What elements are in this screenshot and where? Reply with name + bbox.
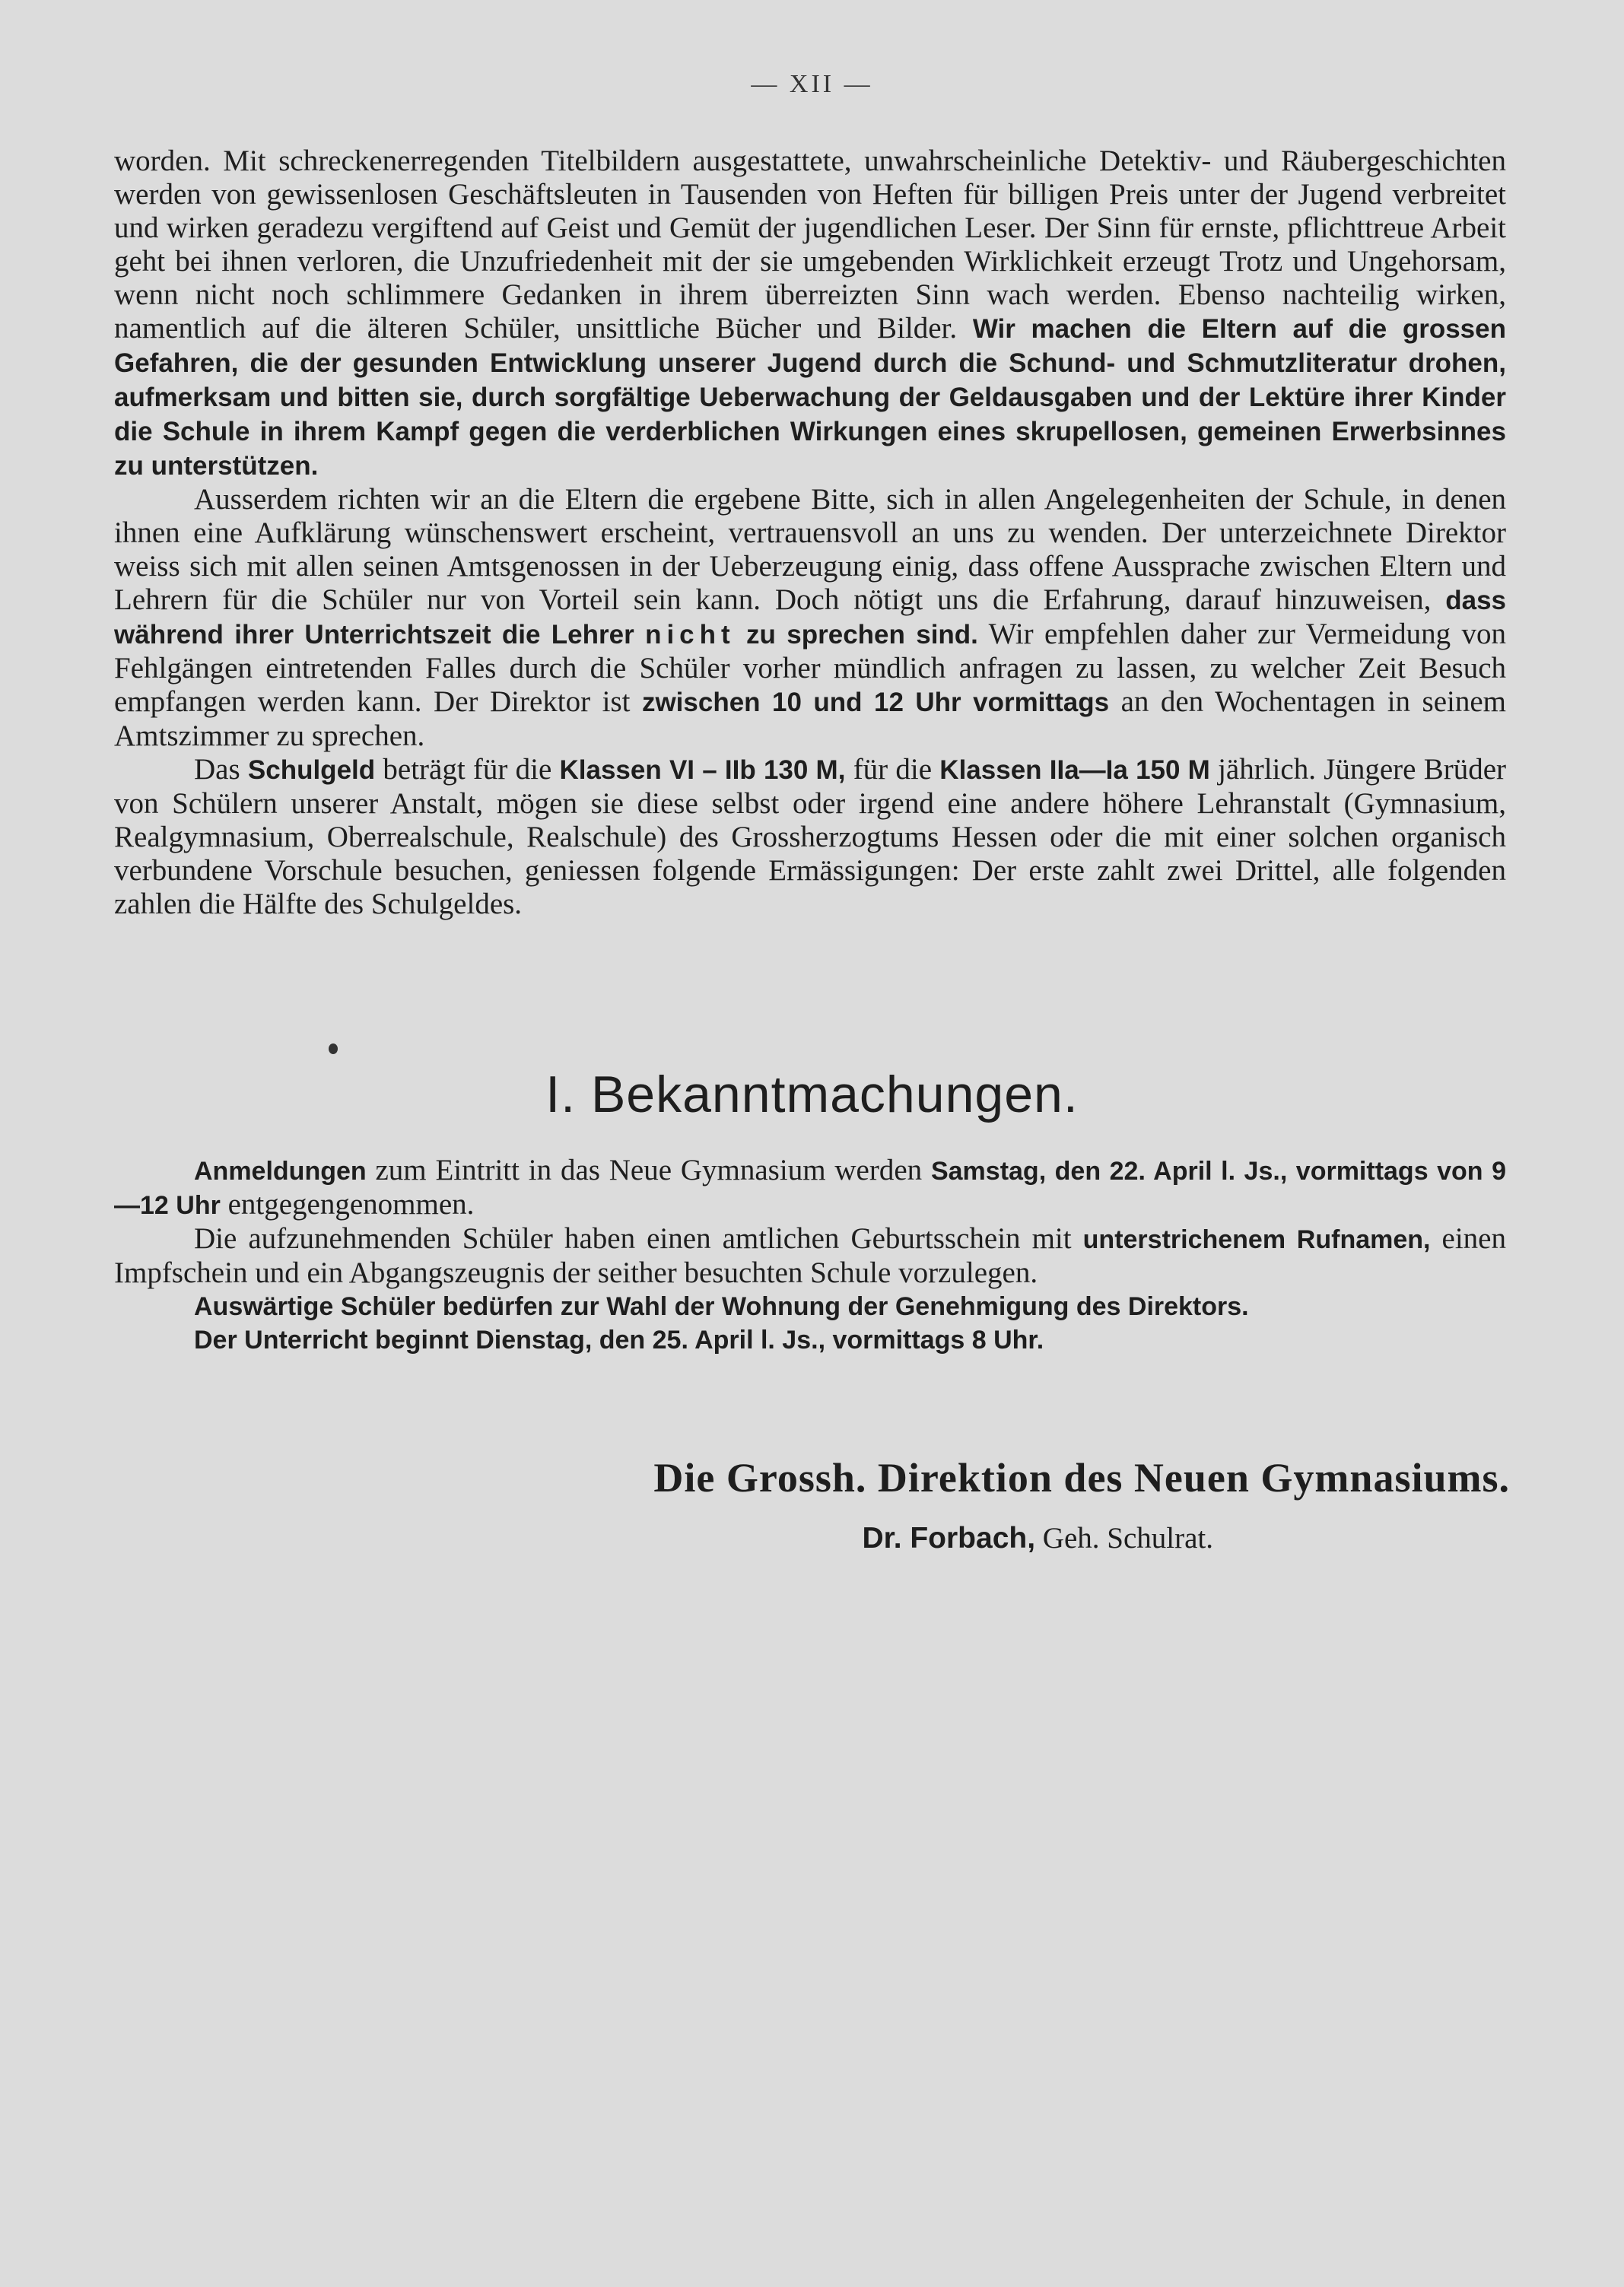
announcement-registration (114, 1154, 1506, 1222)
paragraph-text: Wir empfehlen daher zur Vermeidung von Fehlgängen eintretenden Falles durch die Schüler vorher mündlich anfragen zu lassen, zu welcher Zeit Besuch empfangen werden kann. Der Direktor ist (114, 618, 1506, 718)
paragraph-text: an den Wochentagen in seinem Amtszimmer zu sprechen. (114, 685, 1507, 752)
paragraph-literature-warning (114, 145, 1506, 483)
page-number: — XII — (751, 70, 873, 98)
registration-date: Samstag, den 22. April l. Js., vormittags von 9—12 Uhr (114, 1157, 1507, 1220)
announcement-start-date: Der Unterricht beginnt Dienstag, den 25. April l. Js., vormittags 8 Uhr. (194, 1326, 1044, 1355)
bold-text: unterstrichenem Rufnamen, (1082, 1225, 1431, 1254)
paragraph-text: Die aufzunehmenden Schüler haben einen amtlichen Geburtsschein mit (194, 1222, 1083, 1255)
paragraph-parents-request (114, 483, 1506, 753)
spaced-emphasis: nicht (645, 620, 736, 650)
announcements (114, 1154, 1506, 1357)
paragraph-text: Das (194, 753, 248, 786)
paragraph-text: Ausserdem richten wir an die Eltern die ergebene Bitte, sich in allen Angelegenheiten der Schule, in denen ihnen eine Aufklärung wünschenswert erscheint, vertrauensvoll an uns zu wenden. Der unterzeichnete Direktor weiss sich mit allen seinen Amtsgenossen in der Ueberzeugung einig, dass offene Aussprache zwischen Eltern und Lehrern für die Schüler nur von Vorteil sein kann. Doch nötigt uns die Erfahrung, darauf hinzuweisen, (114, 483, 1506, 616)
bold-appeal: Wir machen die Eltern auf die grossen Gefahren, die der gesunden Entwicklung unserer Jugend durch die Schund- und Schmutzliteratur drohen, aufmerksam und bitten sie, durch sorgfältige Ueberwachung der Geldausgaben und der Lektüre ihrer Kinder die Schule in ihrem Kampf gegen die verderblichen Wirkungen eines skrupellosen, gemeinen Erwerbsinnes zu unterstützen. (114, 314, 1506, 481)
announcement-documents (114, 1222, 1506, 1290)
signatory-title: Geh. Schulrat. (1035, 1522, 1213, 1555)
paragraph-text: zum Eintritt in das Neue Gymnasium werden (366, 1154, 931, 1186)
signature-person (0, 1521, 1213, 1555)
signature-institution: Die Grossh. Direktion des Neuen Gymnasiums. (653, 1455, 1510, 1501)
paragraph-text: beträgt für die (375, 753, 560, 786)
announcement-external-students: Auswärtige Schüler bedürfen zur Wahl der Wohnung der Genehmigung des Direktors. (194, 1292, 1249, 1321)
fee-upper-classes: Klassen IIa—Ia 150 M (939, 755, 1210, 785)
signatory-name: Dr. Forbach, (862, 1522, 1036, 1555)
bold-text: dass während ihrer Unterrichtszeit die Lehrer (114, 586, 1506, 650)
bold-text: Schulgeld (247, 755, 376, 785)
paragraph-text: jährlich. Jüngere Brüder von Schülern unserer Anstalt, mögen sie diese selbst oder irgend eine andere höhere Lehranstalt (Gymnasium, Realgymnasium, Oberrealschule, Realschule) des Grossherzogtums Hessen oder die mit einer solchen organisch verbundene Vorschule besuchen, geniessen folgende Ermässigungen: Der erste zahlt zwei Drittel, alle folgenden zahlen die Hälfte des Schulgeldes. (114, 753, 1507, 920)
section-heading: I. Bekanntmachungen. (545, 1066, 1079, 1123)
paragraph-text: für die (845, 753, 940, 786)
fee-lower-classes: Klassen VI – IIb 130 M, (559, 755, 846, 785)
paragraph-text: worden. Mit schreckenerregenden Titelbildern ausgestattete, unwahrscheinliche Detektiv- und Räubergeschichten werden von gewissenlosen Geschäftsleuten in Tausenden von Heften für billigen Preis unter der Jugend verbreitet und wirken geradezu vergiftend auf Geist und Gemüt der jugendlichen Leser. Der Sinn für ernste, pflichttreue Arbeit geht bei ihnen verloren, die Unzufriedenheit mit der sie umgebenden Wirklichkeit erzeugt Trotz und Ungehorsam, wenn nicht noch schlimmere Gedanken in ihrem überreizten Sinn wach werden. Ebenso nachteilig wirken, namentlich auf die älteren Schüler, unsittliche Bücher und Bilder. (114, 145, 1506, 345)
office-hours: zwischen 10 und 12 Uhr vormittags (641, 688, 1110, 717)
bold-text: zu sprechen sind. (735, 620, 978, 650)
paragraph-text: einen Impfschein und ein Abgangszeugnis der seither besuchten Schule vorzulegen. (114, 1222, 1506, 1289)
paragraph-school-fees (114, 753, 1506, 921)
paragraph-text: entgegengenommen. (220, 1188, 475, 1221)
bold-text: Anmeldungen (194, 1157, 367, 1186)
body-text (114, 145, 1506, 921)
ink-dot (329, 1043, 338, 1054)
